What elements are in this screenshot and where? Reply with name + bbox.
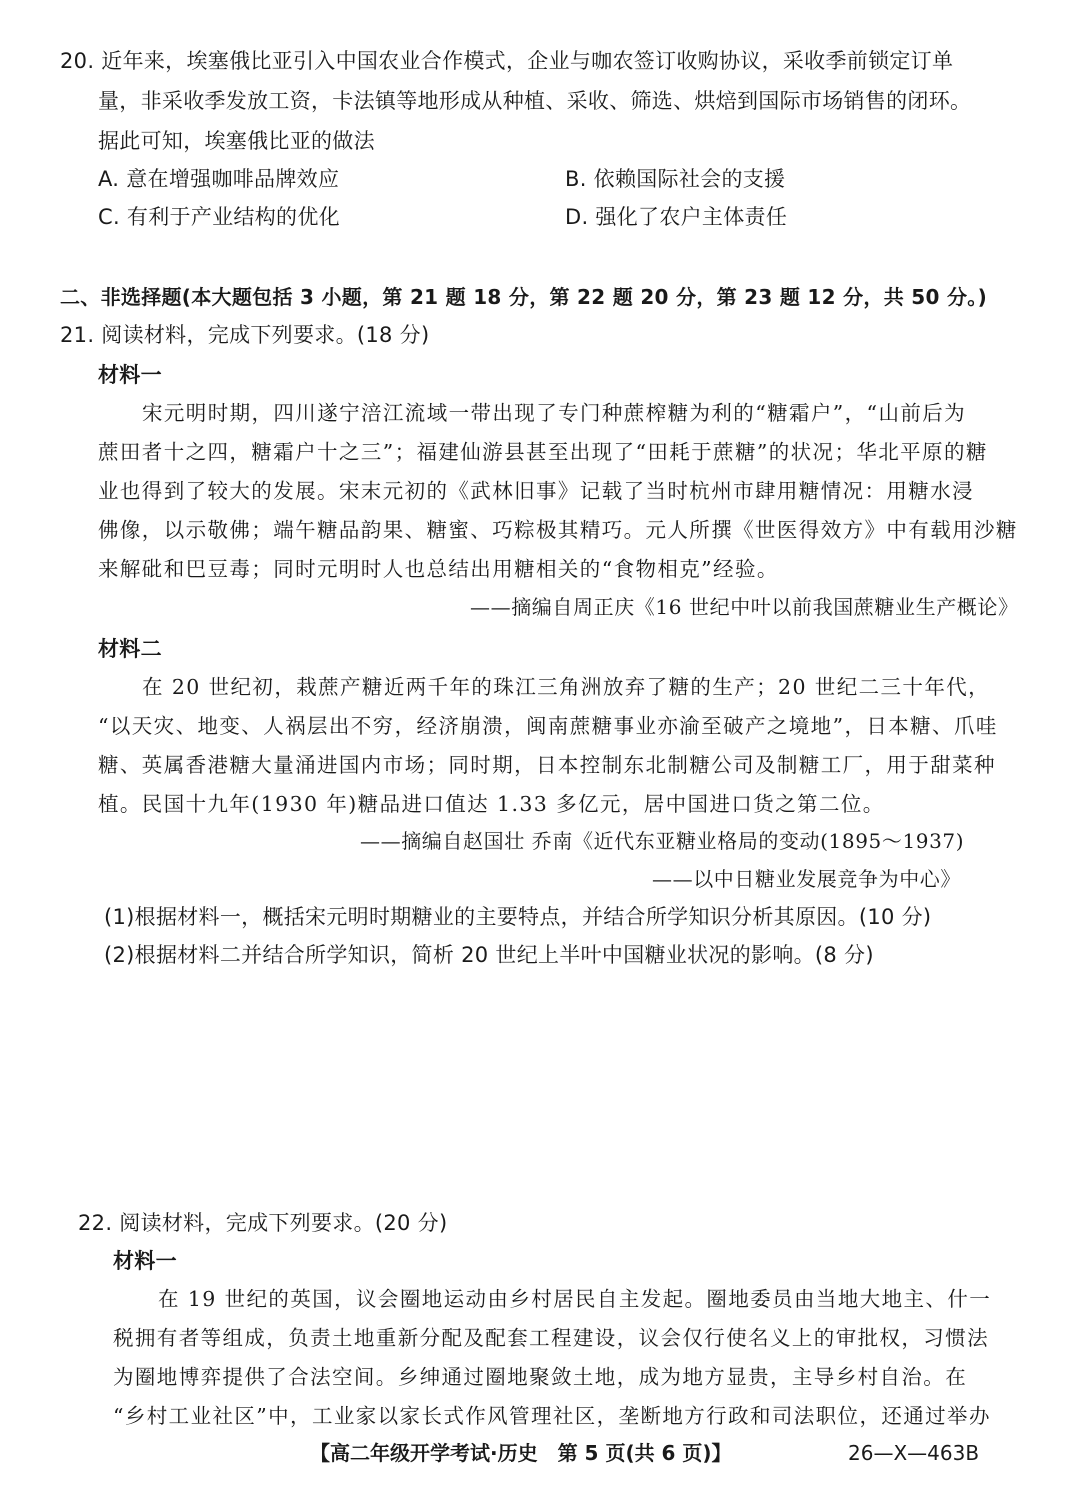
q21-material2-label: 材料二 (98, 637, 162, 661)
q21-question-1: (1)根据材料一，概括宋元明时期糖业的主要特点，并结合所学知识分析其原因。(10 分) (104, 905, 932, 929)
q21-material2-source-line-1: ——摘编自赵国壮 乔南《近代东亚糖业格局的变动(1895～1937) (360, 829, 965, 853)
q22-title: 22. 阅读材料，完成下列要求。(20 分) (78, 1211, 448, 1235)
q21-material2-line-4: 植。民国十九年(1930 年)糖品进口值达 1.33 多亿元，居中国进口货之第二位。 (98, 792, 885, 816)
q22-material1-line-3: 为圈地博弈提供了合法空间。乡绅通过圈地聚敛土地，成为地方显贵，主导乡村自治。在 (113, 1365, 968, 1389)
q21-material1-label: 材料一 (98, 363, 162, 387)
q21-material2-line-1: 在 20 世纪初，栽蔗产糖近两千年的珠江三角洲放弃了糖的生产；20 世纪二三十年代， (142, 675, 991, 699)
q21-material1-line-1: 宋元明时期，四川遂宁涪江流域一带出现了专门种蔗榨糖为利的“糖霜户”，“山前后为 (142, 401, 967, 425)
q21-material1-line-3: 业也得到了较大的发展。宋末元初的《武林旧事》记载了当时杭州市肆用糖情况：用糖水浸 (98, 479, 974, 503)
q22-material1-line-4: “乡村工业社区”中，工业家以家长式作风管理社区，垄断地方行政和司法职位，还通过举办 (113, 1404, 991, 1428)
q22-material1-label: 材料一 (113, 1249, 177, 1273)
q20-option-c: C. 有利于产业结构的优化 (98, 205, 340, 229)
q21-material2-line-3: 糖、英属香港糖大量涌进国内市场；同时期，日本控制东北制糖公司及制糖工厂，用于甜菜种 (98, 753, 996, 777)
q21-title: 21. 阅读材料，完成下列要求。(18 分) (60, 323, 430, 347)
q22-material1-line-1: 在 19 世纪的英国，议会圈地运动由乡村居民自主发起。圈地委员由当地大地主、什一 (158, 1287, 992, 1311)
q20-option-b: B. 依赖国际社会的支援 (565, 167, 786, 191)
q20-line-1: 20. 近年来，埃塞俄比亚引入中国农业合作模式，企业与咖农签订收购协议，采收季前锁定订单 (60, 49, 954, 73)
q20-line-3: 据此可知，埃塞俄比亚的做法 (98, 129, 375, 153)
footer-code: 26—X—463B (848, 1441, 980, 1465)
footer-exam-info: 【高二年级开学考试·历史 第 5 页(共 6 页)】 (310, 1441, 732, 1465)
q20-option-d: D. 强化了农户主体责任 (565, 205, 788, 229)
q21-question-2: (2)根据材料二并结合所学知识，简析 20 世纪上半叶中国糖业状况的影响。(8 分) (104, 943, 874, 967)
q21-material1-source: ——摘编自周正庆《16 世纪中叶以前我国蔗糖业生产概论》 (470, 595, 1019, 619)
q21-material2-line-2: “以天灾、地变、人祸层出不穷，经济崩溃，闽南蔗糖事业亦渝至破产之境地”，日本糖、爪哇 (98, 714, 998, 738)
q22-material1-line-2: 税拥有者等组成，负责土地重新分配及配套工程建设，议会仅行使名义上的审批权，习惯法 (113, 1326, 989, 1350)
q21-material1-line-2: 蔗田者十之四，糖霜户十之三”；福建仙游县甚至出现了“田耗于蔗糖”的状况；华北平原的糖 (98, 440, 988, 464)
q21-material2-source-line-2: ——以中日糖业发展竞争为中心》 (652, 867, 961, 891)
q20-option-a: A. 意在增强咖啡品牌效应 (98, 167, 340, 191)
q21-material1-line-5: 来解砒和巴豆毒；同时元明时人也总结出用糖相关的“食物相克”经验。 (98, 557, 779, 581)
q20-line-2: 量，非采收季发放工资，卡法镇等地形成从种植、采收、筛选、烘焙到国际市场销售的闭环。 (98, 89, 972, 113)
q21-material1-line-4: 佛像，以示敬佛；端午糖品韵果、糖蜜、巧粽极其精巧。元人所撰《世医得效方》中有载用沙糖 (98, 518, 1018, 542)
section2-header: 二、非选择题(本大题包括 3 小题，第 21 题 18 分，第 22 题 20 分，第 23 题 12 分，共 50 分。) (60, 285, 988, 309)
